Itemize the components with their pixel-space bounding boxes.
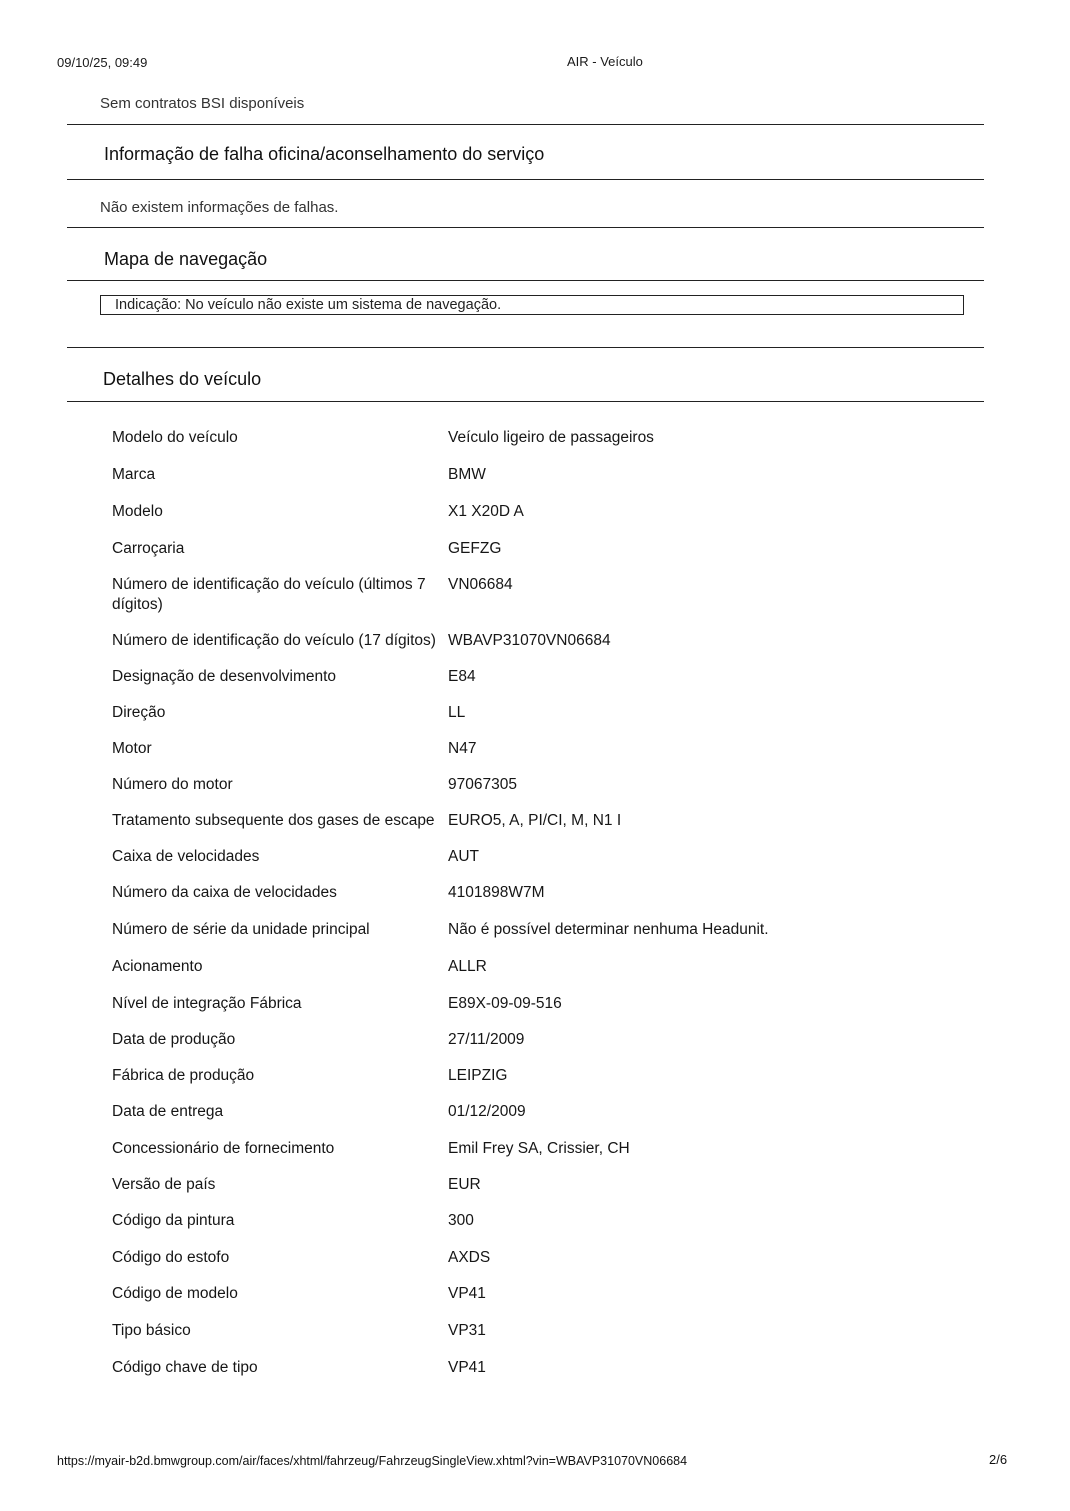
detail-value: E89X-09-09-516 xyxy=(448,995,562,1012)
vehicle-details-title: Detalhes do veículo xyxy=(103,369,262,389)
detail-label: Data de entrega xyxy=(112,1103,224,1120)
detail-value: Emil Frey SA, Crissier, CH xyxy=(448,1140,630,1157)
detail-row xyxy=(112,631,872,651)
detail-label: Código do estofo xyxy=(112,1249,230,1266)
detail-row xyxy=(112,920,872,940)
detail-label: Direção xyxy=(112,704,166,721)
detail-label: Código da pintura xyxy=(112,1212,235,1229)
detail-label: Código chave de tipo xyxy=(112,1359,258,1376)
divider xyxy=(67,347,984,348)
detail-label: Fábrica de produção xyxy=(112,1067,255,1084)
print-page-title: AIR - Veículo xyxy=(567,54,643,69)
detail-value: N47 xyxy=(448,740,477,757)
detail-value: VP31 xyxy=(448,1322,486,1339)
detail-row xyxy=(112,1248,872,1268)
detail-value: E84 xyxy=(448,668,476,685)
detail-value: AXDS xyxy=(448,1249,491,1266)
detail-row xyxy=(112,739,872,759)
detail-value: 97067305 xyxy=(448,776,517,793)
detail-label: Nível de integração Fábrica xyxy=(112,995,302,1012)
detail-row xyxy=(112,811,872,831)
detail-label: Acionamento xyxy=(112,958,203,975)
detail-value: WBAVP31070VN06684 xyxy=(448,632,611,649)
detail-row xyxy=(112,883,872,903)
footer-url: https://myair-b2d.bmwgroup.com/air/faces/xhtml/fahrzeug/FahrzeugSingleView.xhtml?vin=WBAVP31070VN06684 xyxy=(57,1454,688,1468)
page-number: 2/6 xyxy=(989,1452,1008,1467)
detail-value: VP41 xyxy=(448,1359,486,1376)
detail-label: Marca xyxy=(112,466,156,483)
detail-row xyxy=(112,957,872,977)
detail-value: 01/12/2009 xyxy=(448,1103,526,1120)
detail-value: EURO5, A, PI/CI, M, N1 I xyxy=(448,812,622,829)
detail-value: LL xyxy=(448,704,466,721)
detail-value: GEFZG xyxy=(448,540,502,557)
detail-label: Motor xyxy=(112,740,152,757)
detail-value: Não é possível determinar nenhuma Headunit. xyxy=(448,921,769,938)
detail-row xyxy=(112,1358,872,1378)
print-datetime: 09/10/25, 09:49 xyxy=(57,55,148,70)
notice-label: Indicação: xyxy=(115,297,182,313)
detail-row xyxy=(112,1139,872,1159)
detail-value: AUT xyxy=(448,848,479,865)
fault-info-title: Informação de falha oficina/aconselhamento do serviço xyxy=(104,144,545,164)
detail-value: VP41 xyxy=(448,1285,486,1302)
detail-label: Carroçaria xyxy=(112,540,185,557)
navigation-notice-box xyxy=(100,295,964,315)
detail-value: VN06684 xyxy=(448,576,513,593)
detail-label: Modelo xyxy=(112,503,163,520)
detail-label: Tratamento subsequente dos gases de escape xyxy=(112,812,435,829)
detail-label: Versão de país xyxy=(112,1176,216,1193)
detail-row xyxy=(112,994,872,1014)
detail-row xyxy=(112,1211,872,1231)
detail-row xyxy=(112,465,872,485)
detail-value: 4101898W7M xyxy=(448,884,545,901)
detail-row xyxy=(112,1030,872,1050)
detail-row xyxy=(112,1284,872,1304)
detail-label: Caixa de velocidades xyxy=(112,848,260,865)
bsi-contracts-text: Sem contratos BSI disponíveis xyxy=(100,95,305,112)
detail-value: ALLR xyxy=(448,958,487,975)
divider xyxy=(67,124,984,125)
detail-value: BMW xyxy=(448,466,486,483)
vehicle-details-table xyxy=(112,428,872,1378)
detail-row xyxy=(112,703,872,723)
detail-value: EUR xyxy=(448,1176,481,1193)
detail-label: Tipo básico xyxy=(112,1322,191,1339)
detail-row xyxy=(112,539,872,559)
detail-label: Número da caixa de velocidades xyxy=(112,884,337,901)
detail-row xyxy=(112,667,872,687)
detail-label: Número de série da unidade principal xyxy=(112,921,370,938)
detail-value: 27/11/2009 xyxy=(448,1031,525,1048)
detail-row xyxy=(112,428,872,448)
detail-row xyxy=(112,1175,872,1195)
detail-label: Número do motor xyxy=(112,776,233,793)
divider xyxy=(67,401,984,402)
detail-label: Designação de desenvolvimento xyxy=(112,668,337,685)
detail-row xyxy=(112,1102,872,1122)
divider xyxy=(67,179,984,180)
detail-label: Concessionário de fornecimento xyxy=(112,1140,335,1157)
detail-label: Modelo do veículo xyxy=(112,429,238,446)
detail-label: Data de produção xyxy=(112,1031,236,1048)
detail-label: Número de identificação do veículo (últimos 7 dígitos) xyxy=(112,576,426,613)
detail-row xyxy=(112,1066,872,1086)
detail-label: Código de modelo xyxy=(112,1285,238,1302)
detail-row xyxy=(112,847,872,867)
divider xyxy=(67,227,984,228)
divider xyxy=(67,280,984,281)
detail-value: 300 xyxy=(448,1212,474,1229)
navigation-map-title: Mapa de navegação xyxy=(104,249,268,269)
detail-row xyxy=(112,1321,872,1341)
detail-row xyxy=(112,575,872,615)
detail-value: LEIPZIG xyxy=(448,1067,508,1084)
notice-text: No veículo não existe um sistema de navegação. xyxy=(185,297,502,313)
detail-value: Veículo ligeiro de passageiros xyxy=(448,429,654,446)
detail-row xyxy=(112,502,872,522)
fault-info-text: Não existem informações de falhas. xyxy=(100,199,339,216)
detail-label: Número de identificação do veículo (17 dígitos) xyxy=(112,632,436,649)
detail-value: X1 X20D A xyxy=(448,503,524,520)
detail-row xyxy=(112,775,872,795)
